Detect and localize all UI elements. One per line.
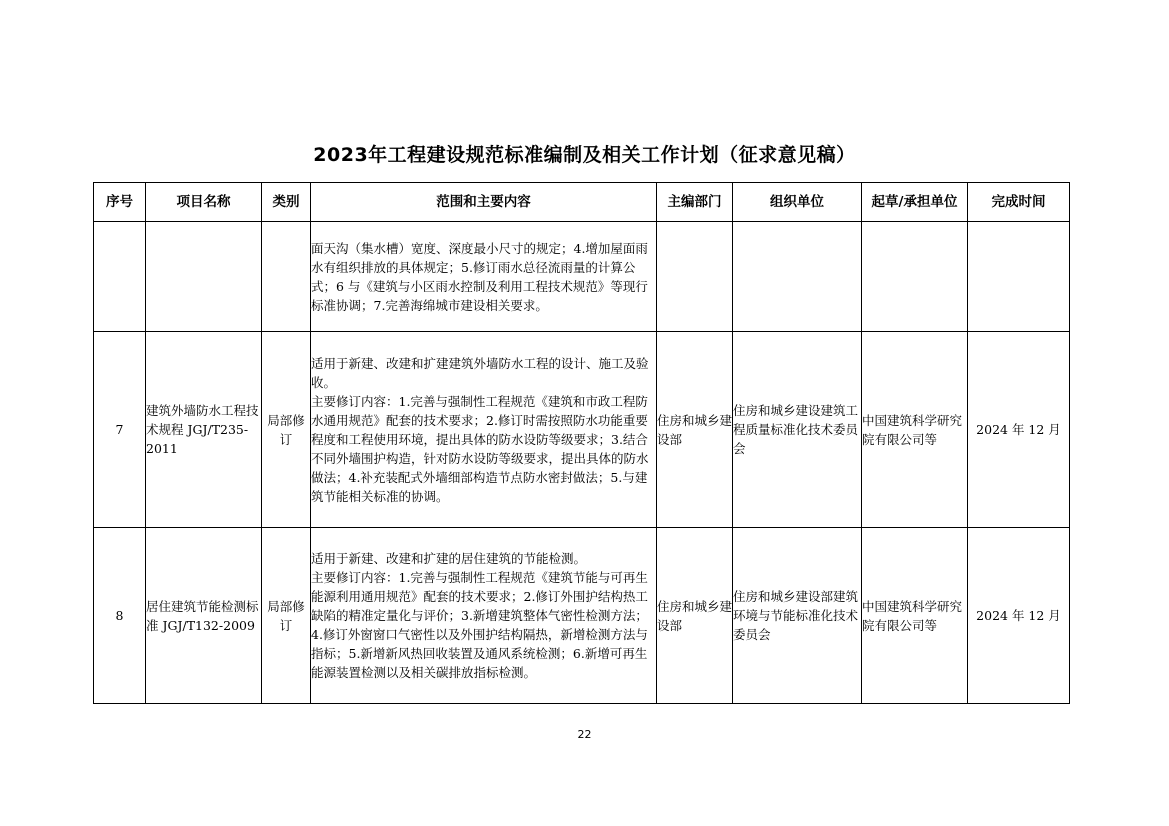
table-row bbox=[94, 528, 1070, 704]
header-organizer: 组织单位 bbox=[733, 183, 862, 222]
cell-chief-dept: 住房和城乡建设部 bbox=[657, 528, 733, 704]
cell-drafter: 中国建筑科学研究院有限公司等 bbox=[862, 332, 968, 528]
cell-chief-dept: 住房和城乡建设部 bbox=[657, 332, 733, 528]
document-title: 2023年工程建设规范标准编制及相关工作计划（征求意见稿） bbox=[313, 144, 856, 166]
cell-scope-content: 适用于新建、改建和扩建的居住建筑的节能检测。 主要修订内容：1.完善与强制性工程规范《建筑节能与可再生能源利用通用规范》配套的技术要求；2.修订外围护结构热工缺陷的精准定量化与评价；3.新增建筑整体气密性检测方法；4.修订外窗窗口气密性以及外围护结构隔热，新增检测方法与指标；5.新增新风热回收装置及通风系统检测；6.新增可再生能源装置检测以及相关碳排放指标检测。 bbox=[311, 528, 657, 704]
cell-category bbox=[262, 222, 311, 332]
cell-organizer bbox=[733, 222, 862, 332]
cell-scope-content: 适用于新建、改建和扩建建筑外墙防水工程的设计、施工及验收。 主要修订内容：1.完善与强制性工程规范《建筑和市政工程防水通用规范》配套的技术要求；2.修订时需按照防水功能重要程度和工程使用环境，提出具体的防水设防等级要求；3.结合不同外墙围护构造，针对防水设防等级要求，提出具体的防水做法；4.补充装配式外墙细部构造节点防水密封做法；5.与建筑节能相关标准的协调。 bbox=[311, 332, 657, 528]
header-scope-content: 范围和主要内容 bbox=[311, 183, 657, 222]
header-index: 序号 bbox=[94, 183, 146, 222]
cell-scope-content: 面天沟（集水槽）宽度、深度最小尺寸的规定；4.增加屋面雨水有组织排放的具体规定；5.修订雨水总径流雨量的计算公式；6 与《建筑与小区雨水控制及利用工程技术规范》等现行标准协调；7.完善海绵城市建设相关要求。 bbox=[311, 222, 657, 332]
cell-index bbox=[94, 222, 146, 332]
cell-project-name bbox=[146, 222, 262, 332]
cell-project-name: 居住建筑节能检测标准 JGJ/T132-2009 bbox=[146, 528, 262, 704]
header-chief-dept: 主编部门 bbox=[657, 183, 733, 222]
cell-chief-dept bbox=[657, 222, 733, 332]
cell-organizer: 住房和城乡建设部建筑环境与节能标准化技术委员会 bbox=[733, 528, 862, 704]
cell-deadline: 2024 年 12 月 bbox=[968, 332, 1070, 528]
cell-deadline: 2024 年 12 月 bbox=[968, 528, 1070, 704]
table-row bbox=[94, 222, 1070, 332]
table-row bbox=[94, 332, 1070, 528]
cell-drafter bbox=[862, 222, 968, 332]
cell-index: 7 bbox=[94, 332, 146, 528]
header-deadline: 完成时间 bbox=[968, 183, 1070, 222]
header-category: 类别 bbox=[262, 183, 311, 222]
cell-index: 8 bbox=[94, 528, 146, 704]
work-plan-table bbox=[93, 182, 1070, 704]
cell-project-name: 建筑外墙防水工程技术规程 JGJ/T235-2011 bbox=[146, 332, 262, 528]
cell-deadline bbox=[968, 222, 1070, 332]
header-drafter: 起草/承担单位 bbox=[862, 183, 968, 222]
table-header-row bbox=[94, 183, 1070, 222]
page-number: 22 bbox=[577, 728, 592, 741]
cell-category: 局部修订 bbox=[262, 332, 311, 528]
cell-drafter: 中国建筑科学研究院有限公司等 bbox=[862, 528, 968, 704]
cell-category: 局部修订 bbox=[262, 528, 311, 704]
cell-organizer: 住房和城乡建设建筑工程质量标准化技术委员会 bbox=[733, 332, 862, 528]
header-project-name: 项目名称 bbox=[146, 183, 262, 222]
